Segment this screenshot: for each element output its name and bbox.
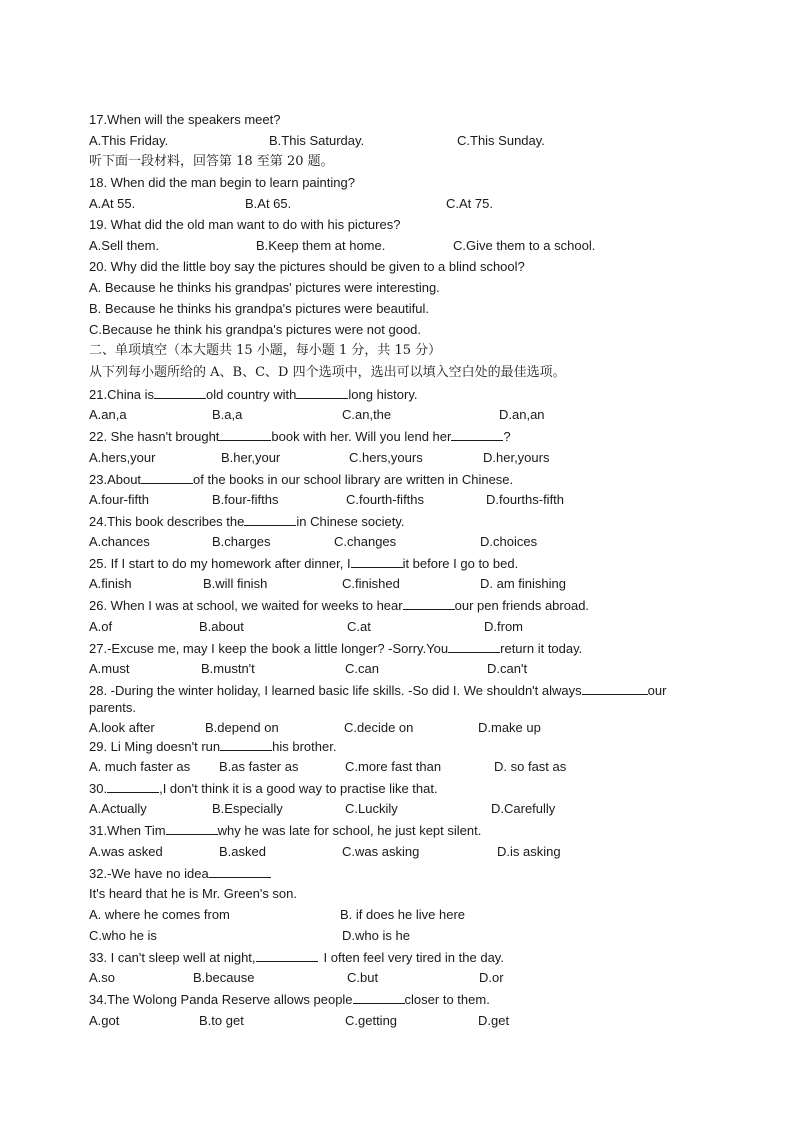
q34-option-d: D.get	[478, 1013, 510, 1028]
q31-option-a: A.was asked	[89, 844, 163, 859]
q22-option-a: A.hers,your	[89, 450, 156, 465]
answer-blank	[351, 555, 403, 568]
answer-blank	[451, 428, 503, 441]
q28-option-b: B.depend on	[205, 720, 279, 735]
q27-option-d: D.can't	[487, 661, 528, 676]
q19-option-c: C.Give them to a school.	[453, 238, 596, 253]
q21-option-a: A.an,a	[89, 407, 127, 422]
q20-option-b: B. Because he thinks his grandpa's pictures were beautiful.	[89, 301, 429, 316]
q33-option-b: B.because	[193, 970, 255, 985]
question-26-stem: 26. When I was at school, we waited for weeks to hear our pen friends abroad.	[89, 598, 590, 613]
section-2-instruction: 从下列每小题所给的 A、B、C、D 四个选项中，选出可以填入空白处的最佳选项。	[89, 365, 566, 380]
q25-option-c: C.finished	[342, 576, 400, 591]
q17-option-a: A.This Friday.	[89, 133, 169, 148]
q27-option-a: A.must	[89, 661, 130, 676]
question-27-stem: 27.-Excuse me, may I keep the book a little longer? -Sorry.You return it today.	[89, 641, 583, 656]
answer-blank	[244, 513, 296, 526]
answer-blank	[448, 640, 500, 653]
answer-blank	[296, 386, 348, 399]
answer-blank	[166, 822, 218, 835]
q32-option-b: B. if does he live here	[340, 907, 466, 922]
q25-option-b: B.will finish	[203, 576, 268, 591]
q18-option-b: B.At 65.	[245, 196, 292, 211]
q22-option-c: C.hers,yours	[349, 450, 423, 465]
q18-option-c: C.At 75.	[446, 196, 493, 211]
section-2-title: 二、单项填空（本大题共 15 小题，每小题 1 分，共 15 分）	[89, 343, 442, 358]
q31-option-d: D.is asking	[497, 844, 561, 859]
q33-option-c: C.but	[347, 970, 379, 985]
q29-option-a: A. much faster as	[89, 759, 191, 774]
q31-option-c: C.was asking	[342, 844, 420, 859]
q31-option-b: B.asked	[219, 844, 266, 859]
question-20-stem: 20. Why did the little boy say the pictures should be given to a blind school?	[89, 259, 525, 274]
q23-option-d: D.fourths-fifth	[486, 492, 565, 507]
q27-option-b: B.mustn't	[201, 661, 255, 676]
q30-option-c: C.Luckily	[345, 801, 398, 816]
answer-blank	[403, 597, 455, 610]
q24-option-d: D.choices	[480, 534, 538, 549]
question-21-stem: 21.China is old country with long history.	[89, 387, 418, 402]
q26-option-d: D.from	[484, 619, 523, 634]
q19-option-b: B.Keep them at home.	[256, 238, 386, 253]
q21-option-d: D.an,an	[499, 407, 545, 422]
q34-option-b: B.to get	[199, 1013, 244, 1028]
question-24-stem: 24.This book describes the in Chinese society.	[89, 514, 405, 529]
q28-option-d: D.make up	[478, 720, 541, 735]
q28-option-c: C.decide on	[344, 720, 414, 735]
answer-blank	[220, 738, 272, 751]
listening-instruction: 听下面一段材料，回答第 18 至第 20 题。	[89, 154, 334, 169]
q27-option-c: C.can	[345, 661, 379, 676]
q23-option-a: A.four-fifth	[89, 492, 149, 507]
answer-blank	[219, 428, 271, 441]
q32-option-a: A. where he comes from	[89, 907, 230, 922]
q25-option-d: D. am finishing	[480, 576, 566, 591]
q32-option-c: C.who he is	[89, 928, 157, 943]
q17-option-b: B.This Saturday.	[269, 133, 365, 148]
q19-option-a: A.Sell them.	[89, 238, 160, 253]
q33-option-d: D.or	[479, 970, 504, 985]
question-32-stem-continued: It's heard that he is Mr. Green's son.	[89, 886, 298, 901]
question-28-stem: 28. -During the winter holiday, I learned basic life skills. -So did I. We shouldn't always our	[89, 683, 667, 698]
q29-option-d: D. so fast as	[494, 759, 567, 774]
q23-option-c: C.fourth-fifths	[346, 492, 425, 507]
q22-option-b: B.her,your	[221, 450, 281, 465]
question-31-stem: 31.When Tim why he was late for school, he just kept silent.	[89, 823, 482, 838]
answer-blank	[154, 386, 206, 399]
question-28-stem-continued: parents.	[89, 700, 136, 715]
question-17-stem: 17.When will the speakers meet?	[89, 112, 281, 127]
q26-option-c: C.at	[347, 619, 371, 634]
answer-blank	[582, 682, 648, 695]
q20-option-c: C.Because he think his grandpa's pictures were not good.	[89, 322, 422, 337]
q30-option-a: A.Actually	[89, 801, 147, 816]
question-23-stem: 23.About of the books in our school library are written in Chinese.	[89, 472, 514, 487]
answer-blank	[256, 949, 318, 962]
q20-option-a: A. Because he thinks his grandpas' pictures were interesting.	[89, 280, 440, 295]
answer-blank	[107, 780, 159, 793]
q29-option-c: C.more fast than	[345, 759, 442, 774]
q21-option-b: B.a,a	[212, 407, 243, 422]
answer-blank	[141, 471, 193, 484]
q33-option-a: A.so	[89, 970, 116, 985]
question-18-stem: 18. When did the man begin to learn painting?	[89, 175, 355, 190]
question-33-stem: 33. I can't sleep well at night, I often feel very tired in the day.	[89, 950, 504, 965]
q18-option-a: A.At 55.	[89, 196, 136, 211]
q23-option-b: B.four-fifths	[212, 492, 279, 507]
q25-option-a: A.finish	[89, 576, 132, 591]
q26-option-a: A.of	[89, 619, 113, 634]
q30-option-b: B.Especially	[212, 801, 283, 816]
q28-option-a: A.look after	[89, 720, 155, 735]
q26-option-b: B.about	[199, 619, 244, 634]
answer-blank	[209, 865, 271, 878]
q22-option-d: D.her,yours	[483, 450, 550, 465]
q30-option-d: D.Carefully	[491, 801, 556, 816]
question-29-stem: 29. Li Ming doesn't run his brother.	[89, 739, 337, 754]
q29-option-b: B.as faster as	[219, 759, 299, 774]
q21-option-c: C.an,the	[342, 407, 392, 422]
question-19-stem: 19. What did the old man want to do with his pictures?	[89, 217, 401, 232]
q34-option-a: A.got	[89, 1013, 120, 1028]
question-25-stem: 25. If I start to do my homework after dinner, I it before I go to bed.	[89, 556, 519, 571]
q34-option-c: C.getting	[345, 1013, 398, 1028]
question-22-stem: 22. She hasn't brought book with her. Will you lend her ?	[89, 429, 511, 444]
q24-option-b: B.charges	[212, 534, 271, 549]
q32-option-d: D.who is he	[342, 928, 410, 943]
q24-option-a: A.chances	[89, 534, 150, 549]
question-30-stem: 30. ,I don't think it is a good way to practise like that.	[89, 781, 438, 796]
q24-option-c: C.changes	[334, 534, 397, 549]
answer-blank	[353, 991, 405, 1004]
question-32-stem: 32.-We have no idea	[89, 865, 271, 882]
q17-option-c: C.This Sunday.	[457, 133, 545, 148]
question-34-stem: 34.The Wolong Panda Reserve allows people closer to them.	[89, 992, 490, 1007]
